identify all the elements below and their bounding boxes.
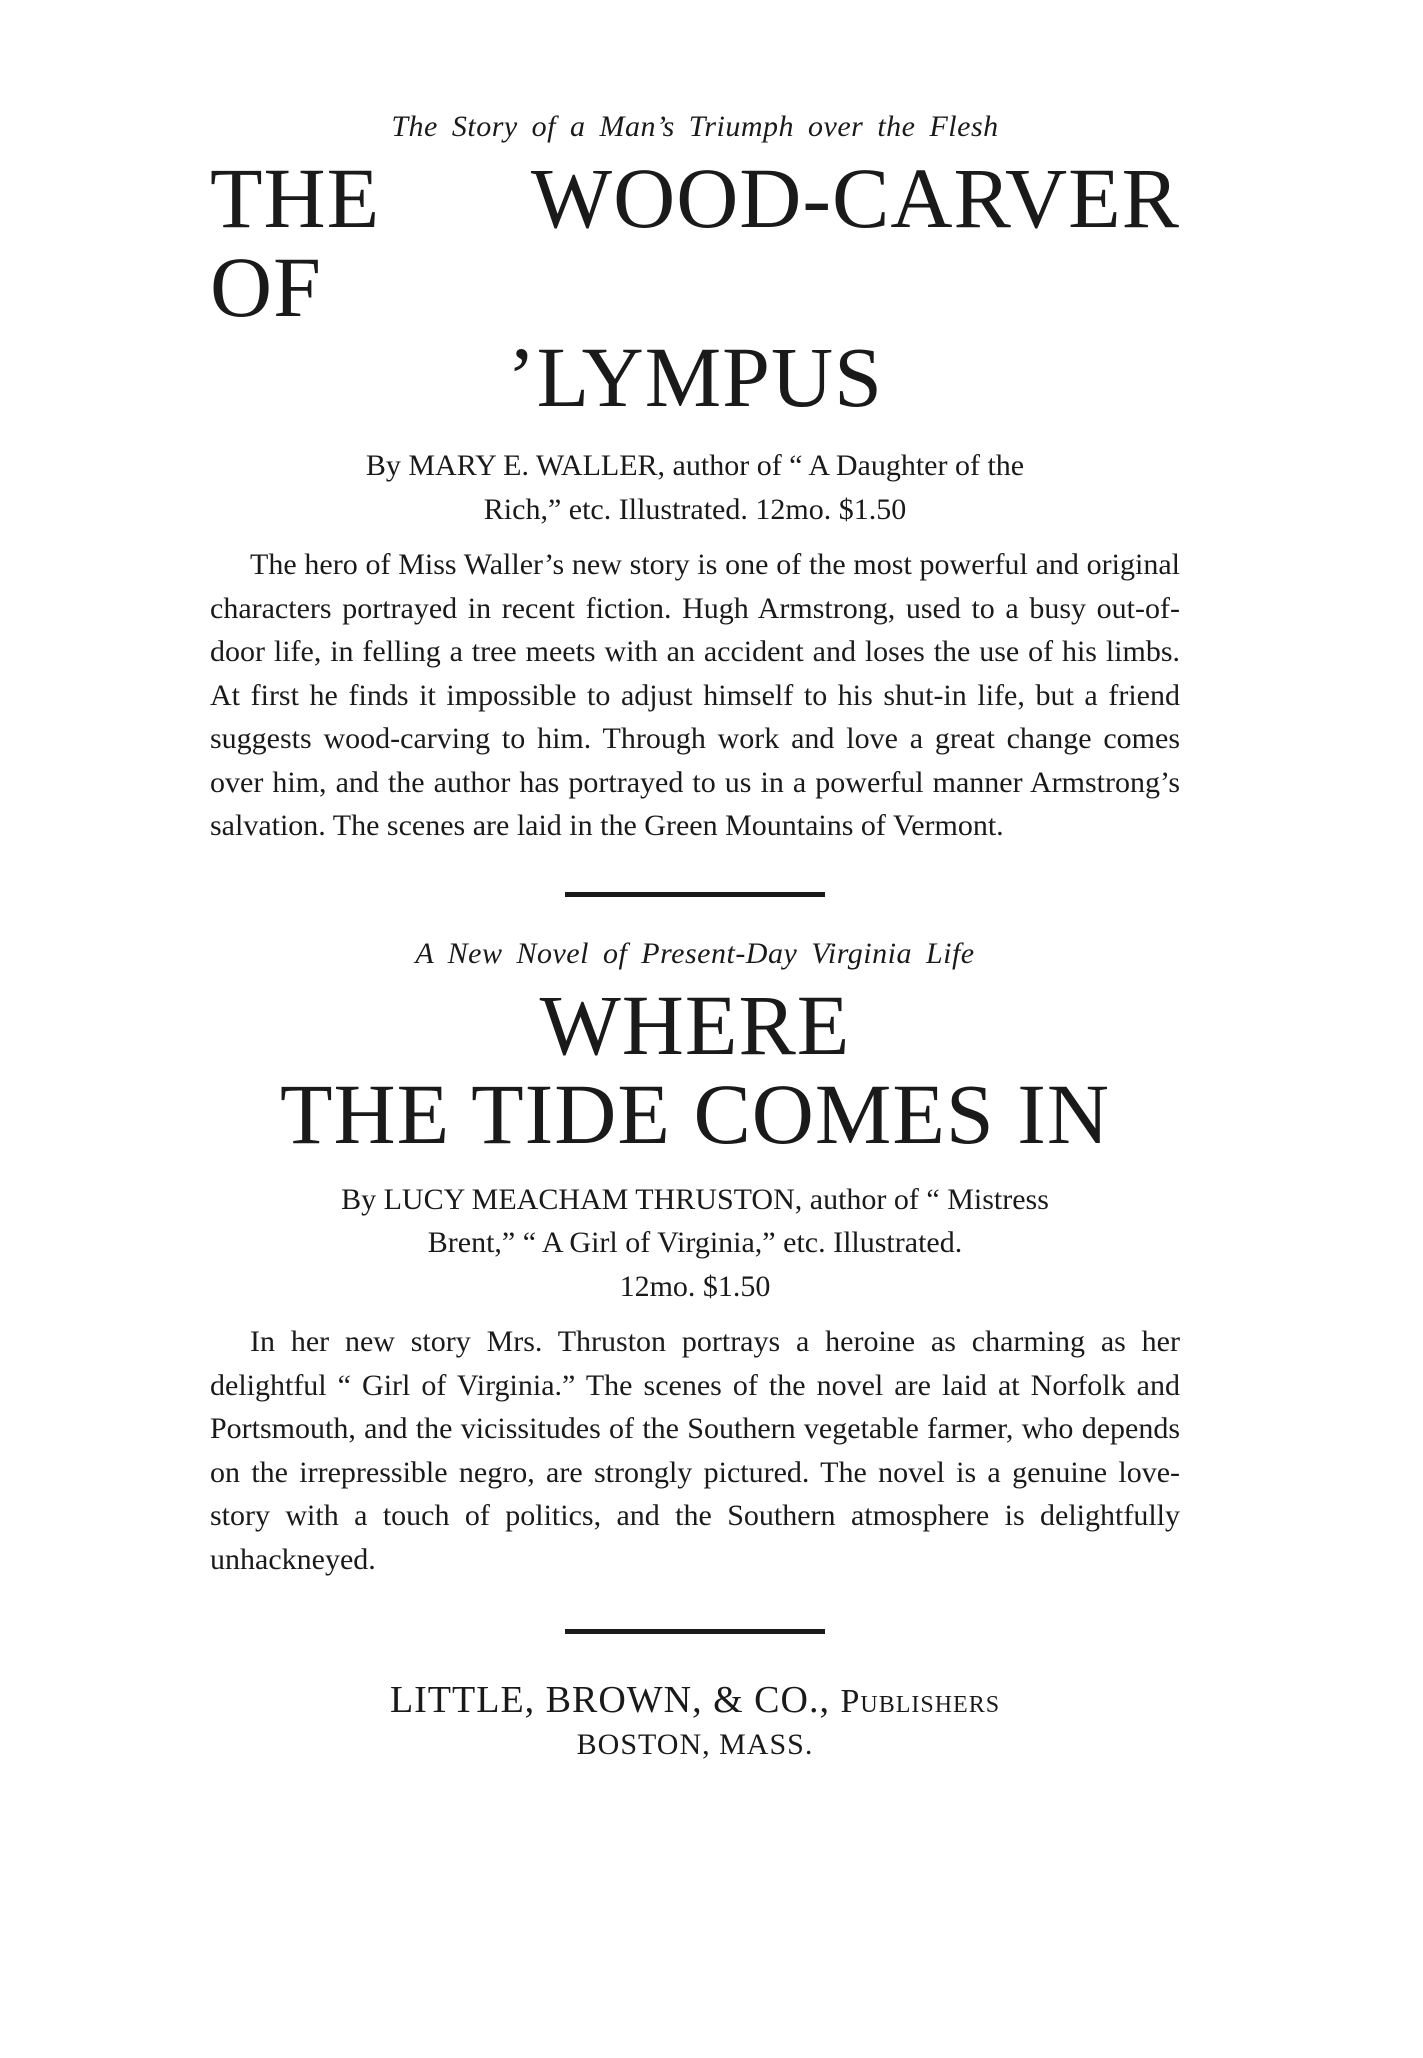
byline-line-1: By MARY E. WALLER, author of “ A Daughter of the xyxy=(365,449,1025,483)
book-title-line-1: WHERE xyxy=(539,976,851,1073)
book-listing-wood-carver xyxy=(210,110,1180,848)
book-byline xyxy=(250,444,1140,531)
book-title xyxy=(210,976,1180,1163)
book-tagline: The Story of a Man’s Triumph over the Flesh xyxy=(391,110,999,143)
publisher-city: BOSTON, MASS. xyxy=(576,1728,814,1762)
publisher-name: LITTLE, BROWN, & CO., xyxy=(389,1679,830,1722)
book-description: The hero of Miss Waller’s new story is one of the most powerful and original characters portrayed in recent fiction. Hugh Armstrong, used to a busy out-of-door life, in felling a tree meets with an accident and loses the use of his limbs. At first he finds it impossible to adjust himself to his shut-in life, but a friend suggests wood-carving to him. Through work and love a great change comes over him, and the author has portrayed to us in a powerful manner Armstrong’s salvation. The scenes are laid in the Green Mountains of Vermont. xyxy=(210,548,1180,843)
book-title-line-2: THE TIDE COMES IN xyxy=(280,1066,1110,1163)
section-divider xyxy=(565,1629,825,1634)
publisher-label: Publishers xyxy=(840,1683,1001,1721)
advertisement-page xyxy=(210,110,1180,1762)
book-title-line-1: THE WOOD-CARVER OF xyxy=(210,150,1180,336)
publisher-line xyxy=(210,1678,1180,1722)
book-listing-where-the-tide xyxy=(210,937,1180,1581)
byline-line-1: By LUCY MEACHAM THRUSTON, author of “ Mistress xyxy=(341,1182,1049,1216)
section-divider xyxy=(565,892,825,897)
byline-line-3: 12mo. $1.50 xyxy=(619,1269,771,1303)
book-title-line-2: ’LYMPUS xyxy=(507,328,883,425)
byline-line-2: Brent,” “ A Girl of Virginia,” etc. Illustrated. xyxy=(427,1226,963,1260)
book-byline xyxy=(250,1178,1140,1309)
book-tagline: A New Novel of Present-Day Virginia Life xyxy=(415,936,975,970)
book-description: In her new story Mrs. Thruston portrays a heroine as charming as her delightful “ Girl of Virginia.” The scenes of the novel are laid at Norfolk and Portsmouth, and the vicissitudes of the Southern vegetable farmer, who depends on the irrepressible negro, are strongly pictured. The novel is a genuine love-story with a touch of politics, and the Southern atmosphere is delightfully unhackneyed. xyxy=(210,1325,1180,1576)
book-title xyxy=(210,150,1180,425)
byline-line-2: Rich,” etc. Illustrated. 12mo. $1.50 xyxy=(483,492,907,526)
publisher-imprint xyxy=(210,1678,1180,1762)
